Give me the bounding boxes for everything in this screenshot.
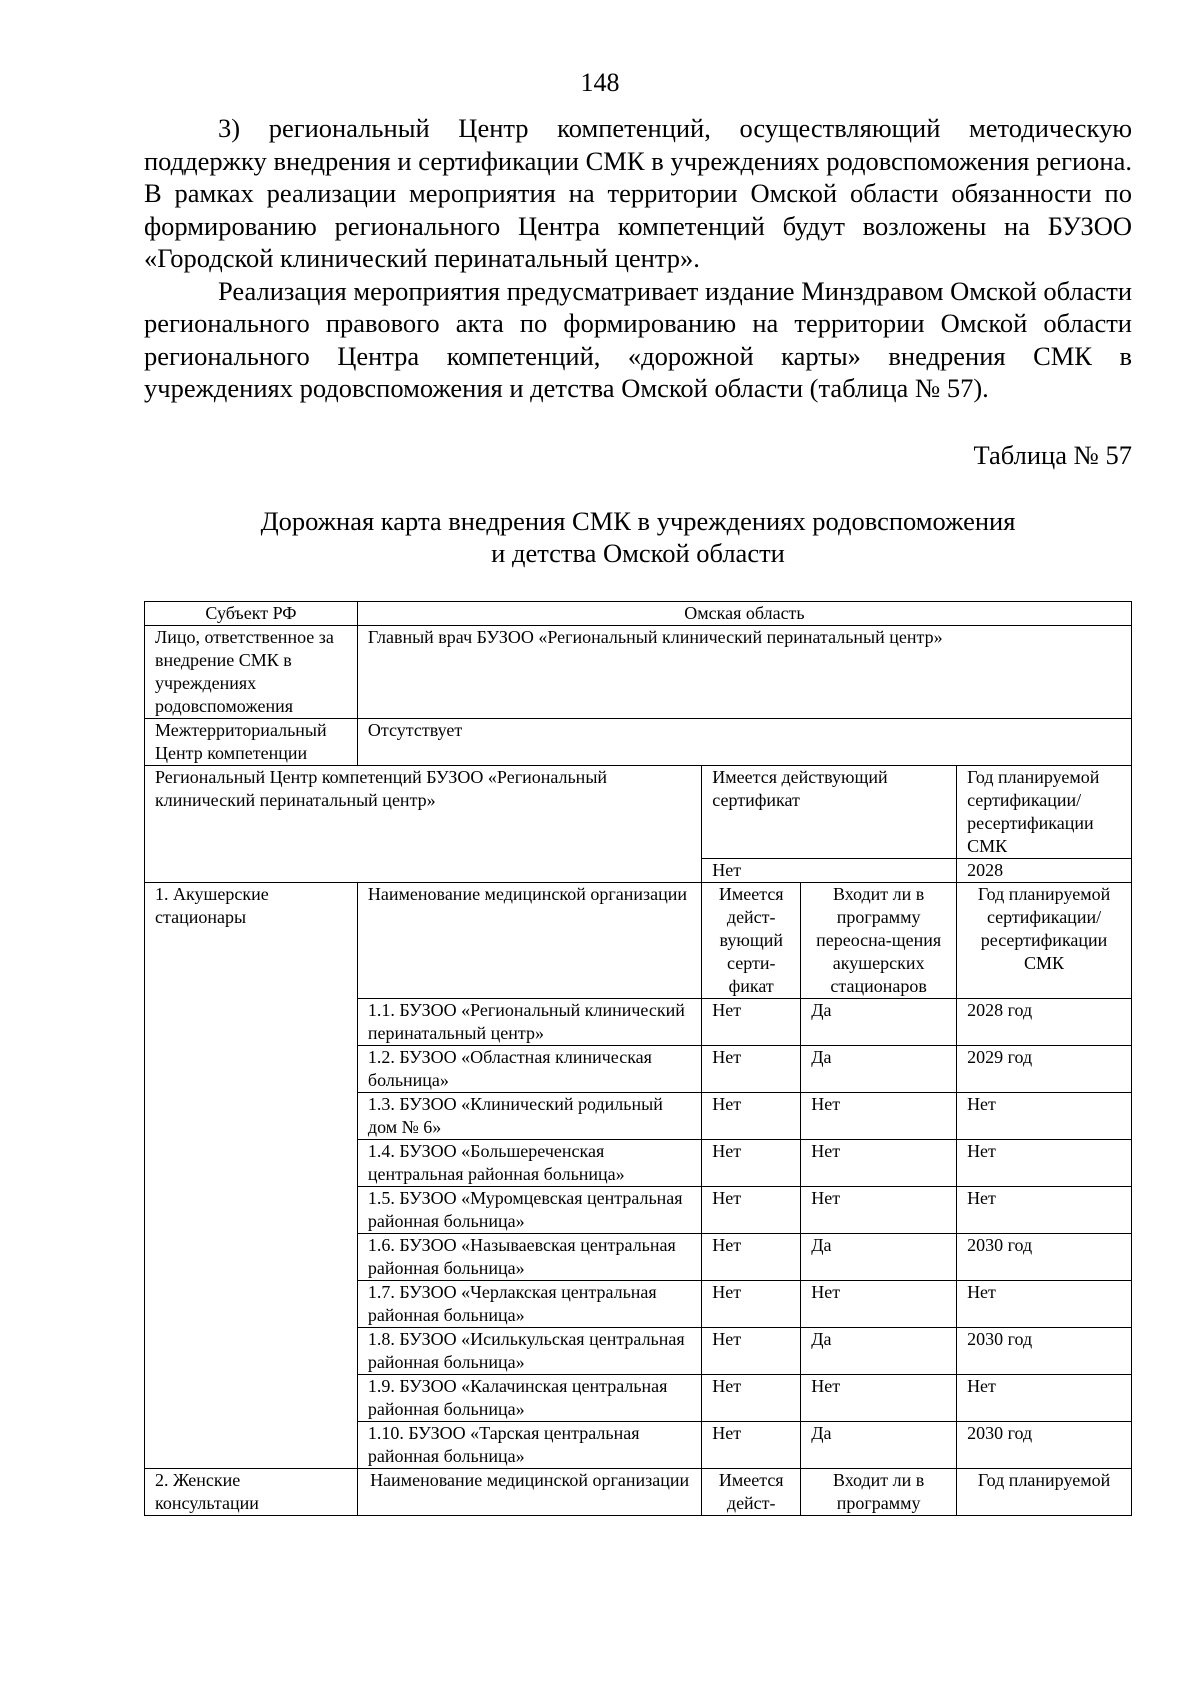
roadmap-table xyxy=(144,601,1132,1516)
section1-header-program: Входит ли в программу переосна-щения акушерских стационаров xyxy=(801,883,957,999)
responsible-label: Лицо, ответственное за внедрение СМК в учреждениях родовспоможения xyxy=(145,626,358,719)
table-row xyxy=(145,602,1132,626)
year-cell: Нет xyxy=(957,1140,1132,1187)
org-name: 1.6. БУЗОО «Называевская центральная районная больница» xyxy=(357,1234,701,1281)
cert-cell: Нет xyxy=(702,1281,801,1328)
page-number: 148 xyxy=(580,68,620,97)
table-title xyxy=(144,505,1132,569)
table-caption: Таблица № 57 xyxy=(973,440,1132,470)
paragraph-2: Реализация мероприятия предусматривает издание Минздравом Омской области регионального правового акта по формированию на территории Омской области регионального Центра компетенций, «дорожной карты» внедрения СМК в учреждениях родовспоможения и детства Омской области (таблица № 57). xyxy=(144,275,1132,403)
cert-cell: Нет xyxy=(702,1328,801,1375)
cert-cell: Нет xyxy=(702,1140,801,1187)
org-name: 1.8. БУЗОО «Исилькульская центральная районная больница» xyxy=(357,1328,701,1375)
cert-cell: Нет xyxy=(702,1046,801,1093)
cert-cell: Нет xyxy=(702,1422,801,1469)
cert-cell: Нет xyxy=(702,1375,801,1422)
regional-cert-value: Нет xyxy=(702,859,957,883)
table-row xyxy=(145,626,1132,719)
org-name: 1.9. БУЗОО «Калачинская центральная районная больница» xyxy=(357,1375,701,1422)
year-cell: 2030 год xyxy=(957,1328,1132,1375)
regional-year-value: 2028 xyxy=(957,859,1132,883)
subject-label: Субъект РФ xyxy=(145,602,358,626)
section1-header-year: Год планируемой сертификации/ ресертификации СМК xyxy=(957,883,1132,999)
program-cell: Нет xyxy=(801,1187,957,1234)
org-name: 1.5. БУЗОО «Муромцевская центральная районная больница» xyxy=(357,1187,701,1234)
year-cell: Нет xyxy=(957,1093,1132,1140)
section2-header-year: Год планируемой xyxy=(957,1469,1132,1516)
cert-cell: Нет xyxy=(702,1093,801,1140)
org-name: 1.2. БУЗОО «Областная клиническая больница» xyxy=(357,1046,701,1093)
program-cell: Да xyxy=(801,1046,957,1093)
table-title-line-2: и детства Омской области xyxy=(491,538,785,568)
paragraph-1: 3) региональный Центр компетенций, осуществляющий методическую поддержку внедрения и сертификации СМК в учреждениях родовспоможения региона. В рамках реализации мероприятия на территории Омской области обязанности по формированию регионального Центра компетенций будут возложены на БУЗОО «Городской клинический перинатальный центр». xyxy=(144,113,1132,273)
section2-header-program: Входит ли в программу xyxy=(801,1469,957,1516)
cert-cell: Нет xyxy=(702,1187,801,1234)
program-cell: Да xyxy=(801,1328,957,1375)
body-text xyxy=(144,112,1132,405)
section2-header-cert: Имеется дейст- xyxy=(702,1469,801,1516)
subject-value: Омская область xyxy=(357,602,1131,626)
table-row xyxy=(145,719,1132,766)
responsible-value: Главный врач БУЗОО «Региональный клинический перинатальный центр» xyxy=(357,626,1131,719)
program-cell: Нет xyxy=(801,1375,957,1422)
org-name: 1.1. БУЗОО «Региональный клинический перинатальный центр» xyxy=(357,999,701,1046)
table-row xyxy=(145,766,1132,859)
section1-label: 1. Акушерские стационары xyxy=(145,883,358,1469)
org-name: 1.3. БУЗОО «Клинический родильный дом № 6» xyxy=(357,1093,701,1140)
program-cell: Нет xyxy=(801,1093,957,1140)
regional-cert-header: Имеется действующий сертификат xyxy=(702,766,957,859)
interterritorial-value: Отсутствует xyxy=(357,719,1131,766)
year-cell: 2030 год xyxy=(957,1422,1132,1469)
program-cell: Да xyxy=(801,999,957,1046)
cert-cell: Нет xyxy=(702,1234,801,1281)
year-cell: 2030 год xyxy=(957,1234,1132,1281)
year-cell: 2029 год xyxy=(957,1046,1132,1093)
year-cell: Нет xyxy=(957,1281,1132,1328)
interterritorial-label: Межтерриториальный Центр компетенции xyxy=(145,719,358,766)
section2-header-org: Наименование медицинской организации xyxy=(357,1469,701,1516)
program-cell: Нет xyxy=(801,1281,957,1328)
section1-header-org: Наименование медицинской организации xyxy=(357,883,701,999)
regional-year-header: Год планируемой сертификации/ ресертификации СМК xyxy=(957,766,1132,859)
section2-label: 2. Женские консультации xyxy=(145,1469,358,1516)
org-name: 1.10. БУЗОО «Тарская центральная районная больница» xyxy=(357,1422,701,1469)
year-cell: Нет xyxy=(957,1187,1132,1234)
year-cell: 2028 год xyxy=(957,999,1132,1046)
year-cell: Нет xyxy=(957,1375,1132,1422)
table-row xyxy=(145,1469,1132,1516)
section1-header-cert: Имеется дейст-вующий серти-фикат xyxy=(702,883,801,999)
program-cell: Да xyxy=(801,1422,957,1469)
program-cell: Нет xyxy=(801,1140,957,1187)
cert-cell: Нет xyxy=(702,999,801,1046)
regional-center: Региональный Центр компетенций БУЗОО «Региональный клинический перинатальный центр» xyxy=(145,766,702,883)
org-name: 1.4. БУЗОО «Большереченская центральная районная больница» xyxy=(357,1140,701,1187)
table-title-line-1: Дорожная карта внедрения СМК в учреждениях родовспоможения xyxy=(260,506,1016,536)
table-row xyxy=(145,883,1132,999)
org-name: 1.7. БУЗОО «Черлакская центральная районная больница» xyxy=(357,1281,701,1328)
program-cell: Да xyxy=(801,1234,957,1281)
